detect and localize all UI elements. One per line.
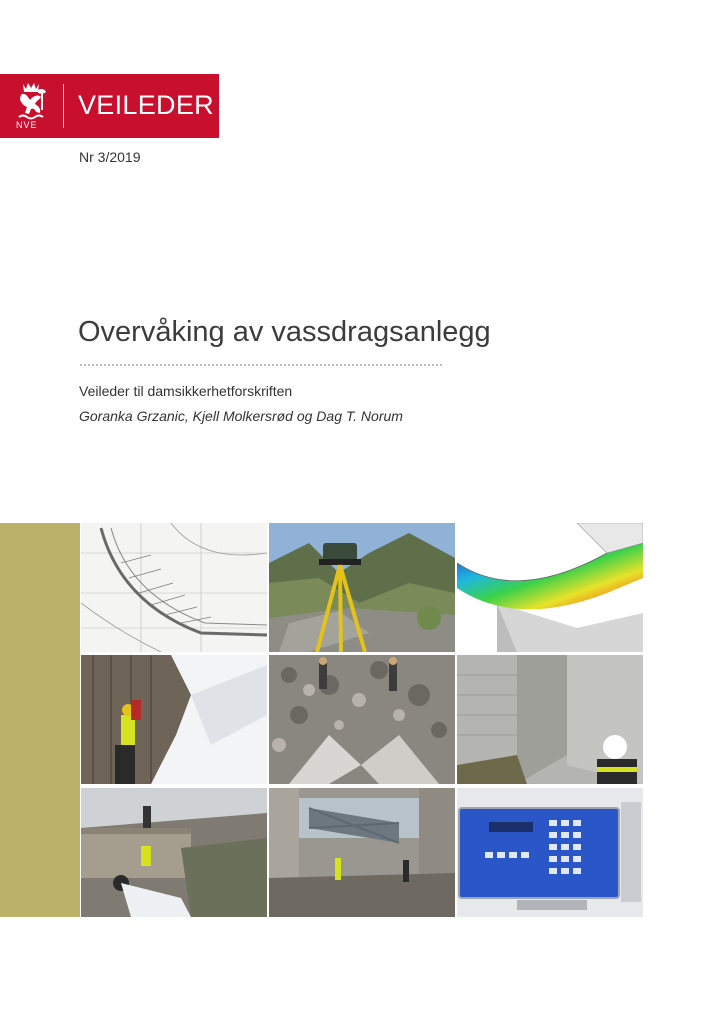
series-label: VEILEDER — [78, 90, 214, 120]
photo-grid — [81, 523, 643, 917]
subtitle: Veileder til damsikkerhetforskriften — [79, 383, 293, 399]
authors: Goranka Grzanic, Kjell Molkersrød og Dag T. Norum — [79, 408, 403, 424]
logo-text: NVE — [16, 120, 38, 130]
spillway-gate-photo — [269, 788, 455, 917]
rockfill-measurement-photo — [269, 655, 455, 784]
water-outlet-photo — [81, 788, 267, 917]
icy-dam-wall-photo — [81, 655, 267, 784]
monitoring-panel-photo — [457, 788, 643, 917]
banner-divider — [63, 84, 64, 128]
page-title: Overvåking av vassdragsanlegg — [78, 316, 491, 348]
dotted-divider — [80, 364, 442, 366]
survey-instrument-photo — [269, 523, 455, 652]
accent-band — [0, 523, 80, 917]
concrete-wall-inspection-photo — [457, 655, 643, 784]
stress-model-photo — [457, 523, 643, 652]
issue-number: Nr 3/2019 — [79, 149, 141, 165]
header-banner — [0, 74, 219, 138]
dam-drawing-photo — [81, 523, 267, 652]
